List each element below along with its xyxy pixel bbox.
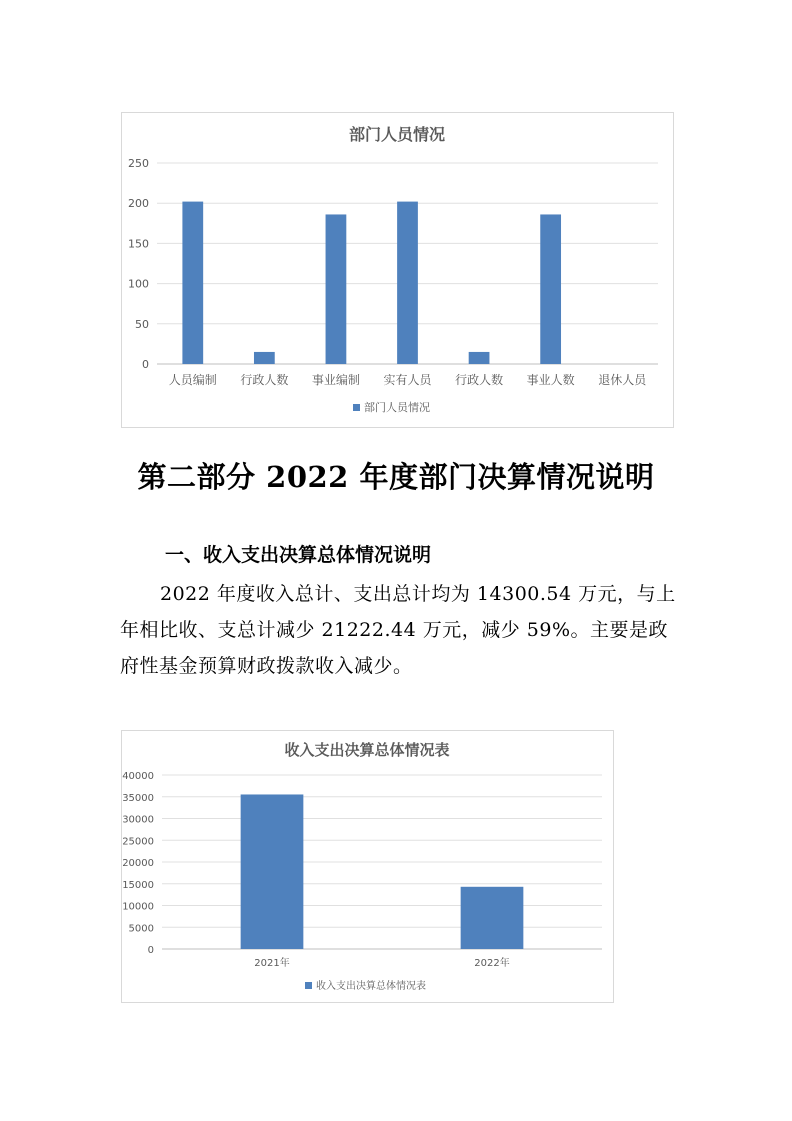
y-tick-label: 150	[128, 237, 149, 251]
category-label: 2021年	[254, 958, 290, 969]
category-label: 事业编制	[311, 373, 360, 387]
category-label: 2022年	[474, 958, 510, 969]
y-tick-label: 250	[128, 157, 149, 170]
bar	[461, 887, 524, 949]
staff-chart	[121, 112, 674, 428]
income-expense-chart	[121, 730, 614, 1003]
category-label: 行政人数	[455, 373, 504, 387]
legend-label: 收入支出决算总体情况表	[316, 981, 426, 992]
staff-chart-svg	[122, 113, 673, 427]
bar	[397, 202, 418, 364]
y-tick-label: 50	[135, 317, 149, 331]
bar	[254, 352, 275, 364]
sub-heading: 一、收入支出决算总体情况说明	[165, 544, 432, 566]
legend-label: 部门人员情况	[364, 401, 430, 414]
y-tick-label: 15000	[122, 879, 154, 891]
y-tick-label: 30000	[122, 814, 154, 826]
y-tick-label: 0	[142, 358, 149, 371]
y-tick-label: 100	[128, 277, 149, 291]
bar	[540, 214, 561, 364]
legend-swatch	[305, 982, 312, 989]
y-tick-label: 10000	[122, 901, 154, 913]
y-tick-label: 200	[128, 197, 149, 211]
y-tick-label: 5000	[128, 923, 154, 935]
bar	[326, 214, 347, 364]
summary-paragraph: 2022 年度收入总计、支出总计均为 14300.54 万元，与上年相比收、支总计减少 21222.44 万元，减少 59%。主要是政府性基金预算财政拨款收入减少。	[120, 583, 676, 677]
bar	[469, 352, 490, 364]
y-tick-label: 40000	[122, 771, 154, 782]
category-label: 人员编制	[168, 373, 217, 387]
bar	[241, 794, 304, 949]
category-label: 退休人员	[598, 373, 647, 387]
chart-title: 收入支出决算总体情况表	[284, 741, 450, 759]
y-tick-label: 20000	[122, 858, 154, 869]
bar	[182, 202, 203, 364]
y-tick-label: 25000	[122, 836, 154, 848]
section-title: 第二部分 2022 年度部门决算情况说明	[137, 460, 655, 494]
y-tick-label: 0	[147, 945, 154, 956]
category-label: 实有人员	[383, 373, 432, 387]
chart-title: 部门人员情况	[348, 125, 446, 144]
income-expense-chart-svg	[122, 731, 613, 1002]
legend-swatch	[353, 404, 360, 411]
category-label: 行政人数	[240, 373, 289, 387]
category-label: 事业人数	[526, 373, 575, 387]
y-tick-label: 35000	[122, 792, 154, 804]
